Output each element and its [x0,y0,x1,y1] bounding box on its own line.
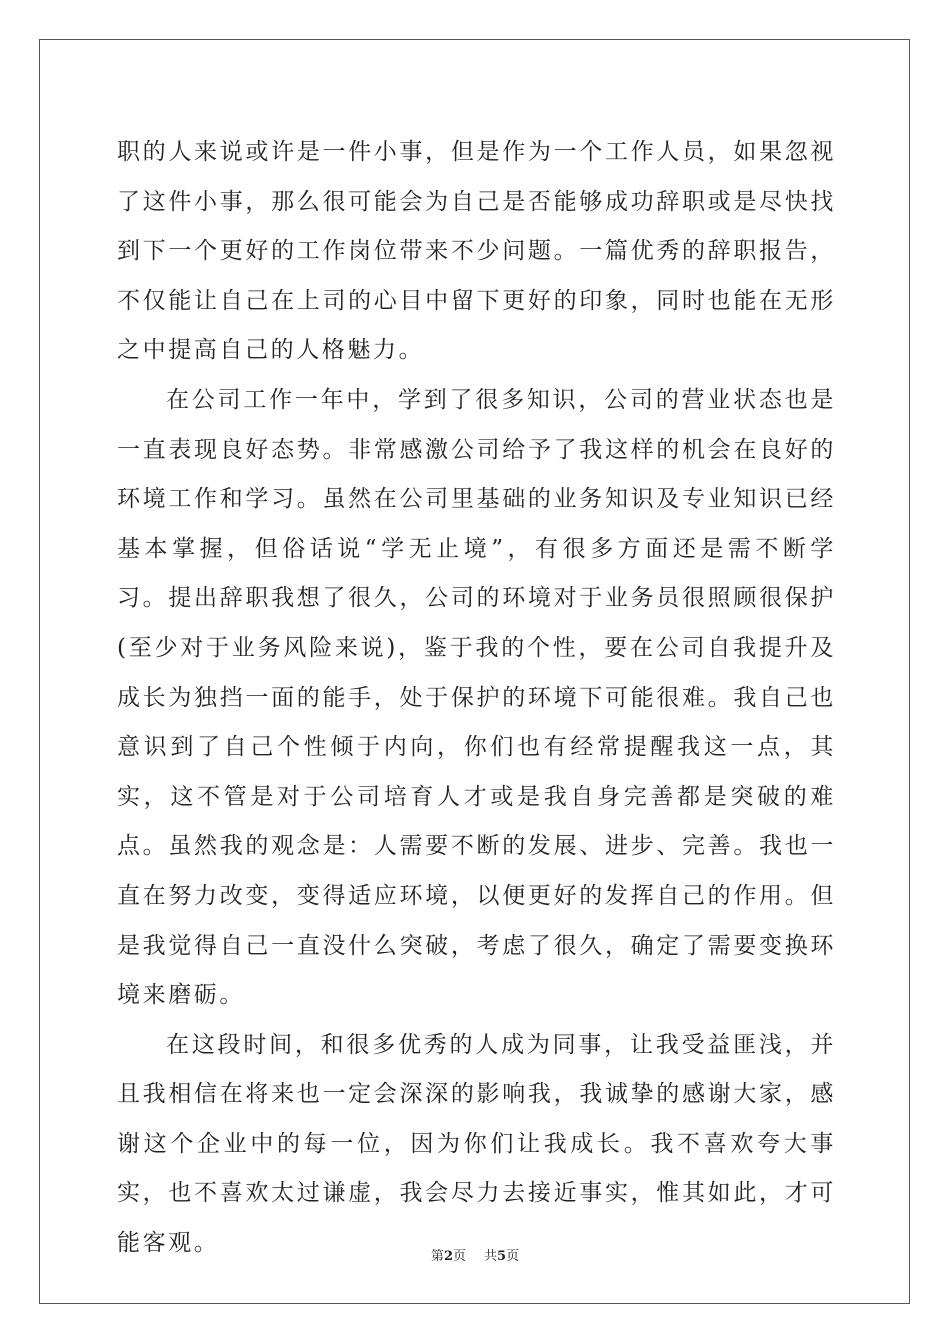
page-footer [0,1248,950,1266]
total-prefix: 共 [484,1249,498,1264]
paragraph-3: 在这段时间，和很多优秀的人成为同事，让我受益匪浅，并且我相信在将来也一定会深深的影响我，我诚挚的感谢大家，感谢这个企业中的每一位，因为你们让我成长。我不喜欢夸大事实，也不喜欢太过谦虚，我会尽力去接近事实，惟其如此，才可能客观。 [117,1031,836,1257]
paragraph-1: 职的人来说或许是一件小事，但是作为一个工作人员，如果忽视了这件小事，那么很可能会为自己是否能够成功辞职或是尽快找到下一个更好的工作岗位带来不少问题。一篇优秀的辞职报告，不仅能让自己在上司的心目中留下更好的印象，同时也能在无形之中提高自己的人格魅力。 [117,139,836,364]
page-prefix: 第 [430,1249,444,1264]
paragraph-2: 在公司工作一年中，学到了很多知识，公司的营业状态也是一直表现良好态势。非常感激公司给予了我这样的机会在良好的环境工作和学习。虽然在公司里基础的业务知识及专业知识已经基本掌握，但俗话说“学无止境”，有很多方面还是需不断学习。提出辞职我想了很久，公司的环境对于业务员很照顾很保护(至少对于业务风险来说)，鉴于我的个性，要在公司自我提升及成长为独挡一面的能手，处于保护的环境下可能很难。我自己也意识到了自己个性倾于内向，你们也有经常提醒我这一点，其实，这不管是对于公司培育人才或是我自身完善都是突破的难点。虽然我的观念是：人需要不断的发展、进步、完善。我也一直在努力改变，变得适应环境，以便更好的发挥自己的作用。但是我觉得自己一直没什么突破，考虑了很久，确定了需要变换环境来磨砺。 [117,386,836,1009]
page-suffix: 页 [452,1249,466,1264]
total-suffix: 页 [506,1249,520,1264]
document-body [117,128,836,1269]
current-page-number: 2 [443,1249,453,1264]
total-page-count: 5 [497,1249,507,1264]
